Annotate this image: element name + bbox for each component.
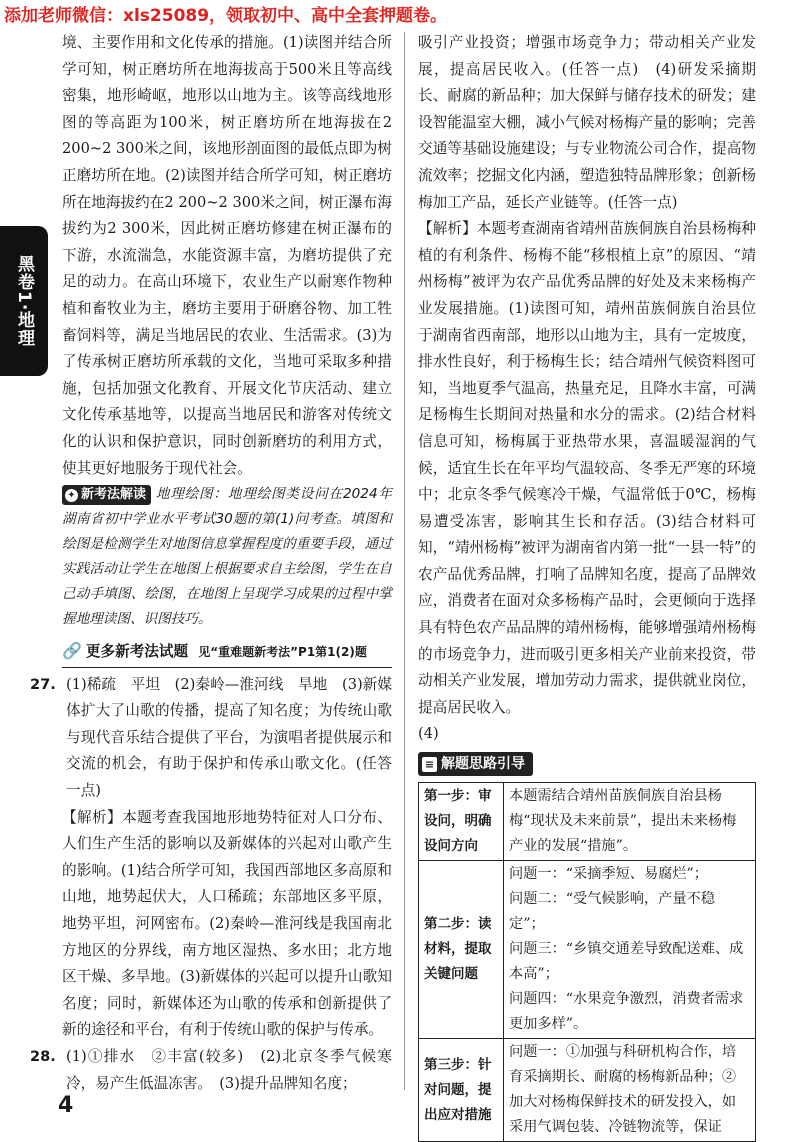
column-divider (404, 30, 405, 1090)
q28-answer-text: (1)①排水 ②丰富(较多) (2)北京冬季气候寒冷，易产生低温冻害。 (3)提升品牌知名度； (66, 1048, 392, 1092)
guide-content-line: 问题四：“水果竞争激烈，消费者需求更加多样”。 (509, 991, 744, 1033)
guide-content (504, 861, 756, 1039)
guide-step: 第一步：审设问，明确设问方向 (419, 783, 504, 861)
guide-step: 第二步：读材料，提取关键问题 (419, 861, 504, 1039)
q27-analysis: 【解析】本题考查我国地形地势特征对人口分布、人们生产生活的影响以及新媒体的兴起对山歌产生的影响。(1)结合所学可知，我国西部地区多高原和山地，地势起伏大，人口稀疏；东部地区多平原，地势平坦，河网密布。(2)秦岭—淮河线是我国南北方地区的分界线，南方地区湿热、多水田；北方地区干燥、多旱地。(3)新媒体的兴起可以提升山歌知名度；同时，新媒体还为山歌的传承和创新提供了新的途径和平台，有利于传统山歌的保护与传承。 (62, 808, 392, 1039)
guide-content (504, 783, 756, 861)
guide-tag-label: 解题思路引导 (441, 756, 525, 773)
guide-content-line: 本题需结合靖州苗族侗族自治县杨梅“现状及未来前景”，提出未来杨梅产业的发展“措施”。 (509, 788, 737, 855)
note-tag (62, 485, 151, 505)
left-column (30, 30, 392, 1097)
watermark-banner: 添加老师微信：xls25089，领取初中、高中全套押题卷。 (0, 0, 800, 32)
paperclip-icon: 🔗 (62, 641, 82, 661)
guide-content-line: 问题三：“乡镇交通差导致配送难、成本高”； (509, 941, 744, 983)
guide-content (504, 1039, 756, 1142)
section-side-tab: 黑卷1·地理 (0, 226, 48, 376)
q28-number: 28. (30, 1048, 56, 1065)
part4-label: (4) (418, 725, 439, 743)
guide-content-line: 问题一：①加强与科研机构合作，培育采摘期长、耐腐的杨梅新品种；②加大对杨梅保鲜技术的研发投入，如采用气调包装、冷链物流等，保证 (509, 1044, 737, 1136)
more-reference: 见“重难题新考法”P1第1(2)题 (198, 645, 367, 660)
guide-tag (418, 752, 533, 776)
page-number: 4 (58, 1093, 74, 1118)
guide-icon: ≡ (422, 757, 437, 772)
lightbulb-icon: ✦ (65, 489, 78, 502)
solution-guide-table (418, 782, 756, 1142)
q27-answer (30, 672, 392, 805)
answer-paragraph: 境、主要作用和文化传承的措施。(1)读图并结合所学可知，树正磨坊所在地海拔高于500米且等高线密集，地形崎岖，地形以山地为主。该等高线地形图的等高距为100米，树正磨坊所在地海拔在2 200~2 300米之间，该地形剖面图的最低点即为树正磨坊所在地。(2)读图并结合所学可知，树正磨坊所在地海拔约在2 200~2 300米之间，树正瀑布海拔约为2 300米，因此树正磨坊修建在树正瀑布的下游，水流湍急，水能资源丰富，为磨坊提供了充足的动力。在高山环境下，农业生产以耐寒作物种植和畜牧业为主，磨坊主要用于研磨谷物、加工牲畜饲料等，满足当地居民的农业、生活需求。(3)为了传承树正磨坊所承载的文化，当地可采取多种措施，包括加强文化教育、开展文化节庆活动、建立文化传承基地等，以提高当地居民和游客对传统文化的认识和保护意识，同时创新磨坊的利用方式，使其更好地服务于现代社会。 (62, 34, 392, 477)
more-label: 更多新考法试题 (85, 643, 189, 661)
guide-row (419, 861, 756, 1039)
guide-content-line: 问题二：“受气候影响，产量不稳定”； (509, 891, 715, 933)
more-questions-header (62, 638, 392, 668)
q28-answer (30, 1044, 392, 1097)
guide-content-line: 问题一：“采摘季短、易腐烂”； (509, 866, 708, 883)
guide-row (419, 783, 756, 861)
right-column (418, 30, 756, 1142)
q27-number: 27. (30, 675, 56, 693)
guide-row (419, 1039, 756, 1142)
q27-answer-text: (1)稀疏 平坦 (2)秦岭—淮河线 旱地 (3)新媒体扩大了山歌的传播，提高了知名度；为传统山歌与现代音乐结合提供了平台，为演唱者提供展示和交流的机会，有助于保护和传承山歌文化。(任答一点) (66, 675, 392, 800)
q28-answer-continued: 吸引产业投资；增强市场竞争力；带动相关产业发展，提高居民收入。(任答一点) (4)研发采摘期长、耐腐的新品种；加大保鲜与储存技术的研发；建设智能温室大棚，减小气候对杨梅产量的影响；完善交通等基础设施建设；与专业物流公司合作，提高物流效率；挖掘文化内涵，塑造独特品牌形象；创新杨梅加工产品，延长产业链等。(任答一点) (418, 34, 756, 211)
new-exam-note (62, 482, 392, 632)
guide-step: 第三步：针对问题，提出应对措施 (419, 1039, 504, 1142)
note-tag-label: 新考法解读 (81, 487, 147, 503)
note-text: 地理绘图：地理绘图类设问在2024年湖南省初中学业水平考试30题的第(1)问考查。填图和绘图是检测学生对地图信息掌握程度的重要手段，通过实践活动让学生在地图上根据要求自主绘图，学生在自己动手填图、绘图，在地图上呈现学习成果的过程中掌握地理读图、识图技巧。 (62, 486, 392, 628)
q28-analysis: 【解析】本题考查湖南省靖州苗族侗族自治县杨梅种植的有利条件、杨梅不能“移根植上京”的原因、“靖州杨梅”被评为农产品优秀品牌的好处及未来杨梅产业发展措施。(1)读图可知，靖州苗族侗族自治县位于湖南省西南部，地形以山地为主，具有一定坡度，排水性良好，利于杨梅生长；结合靖州气候资料图可知，当地夏季气温高，热量充足，且降水丰富，可满足杨梅生长期间对热量和水分的需求。(2)结合材料信息可知，杨梅属于亚热带水果，喜温暖湿润的气候，适宜生长在年平均气温较高、冬季无严寒的环境中；北京冬季气候寒冷干燥，气温常低于0℃，杨梅易遭受冻害，影响其生长和存活。(3)结合材料可知，“靖州杨梅”被评为湖南省内第一批“一县一特”的农产品优秀品牌，打响了品牌知名度，提高了品牌效应，消费者在面对众多杨梅产品时，会更倾向于选择具有特色农产品品牌的靖州杨梅，能够增强靖州杨梅的市场竞争力，进而吸引更多相关产业前来投资，带动相关产业发展，增加劳动力需求，提供就业岗位，提高居民收入。 (418, 220, 756, 716)
